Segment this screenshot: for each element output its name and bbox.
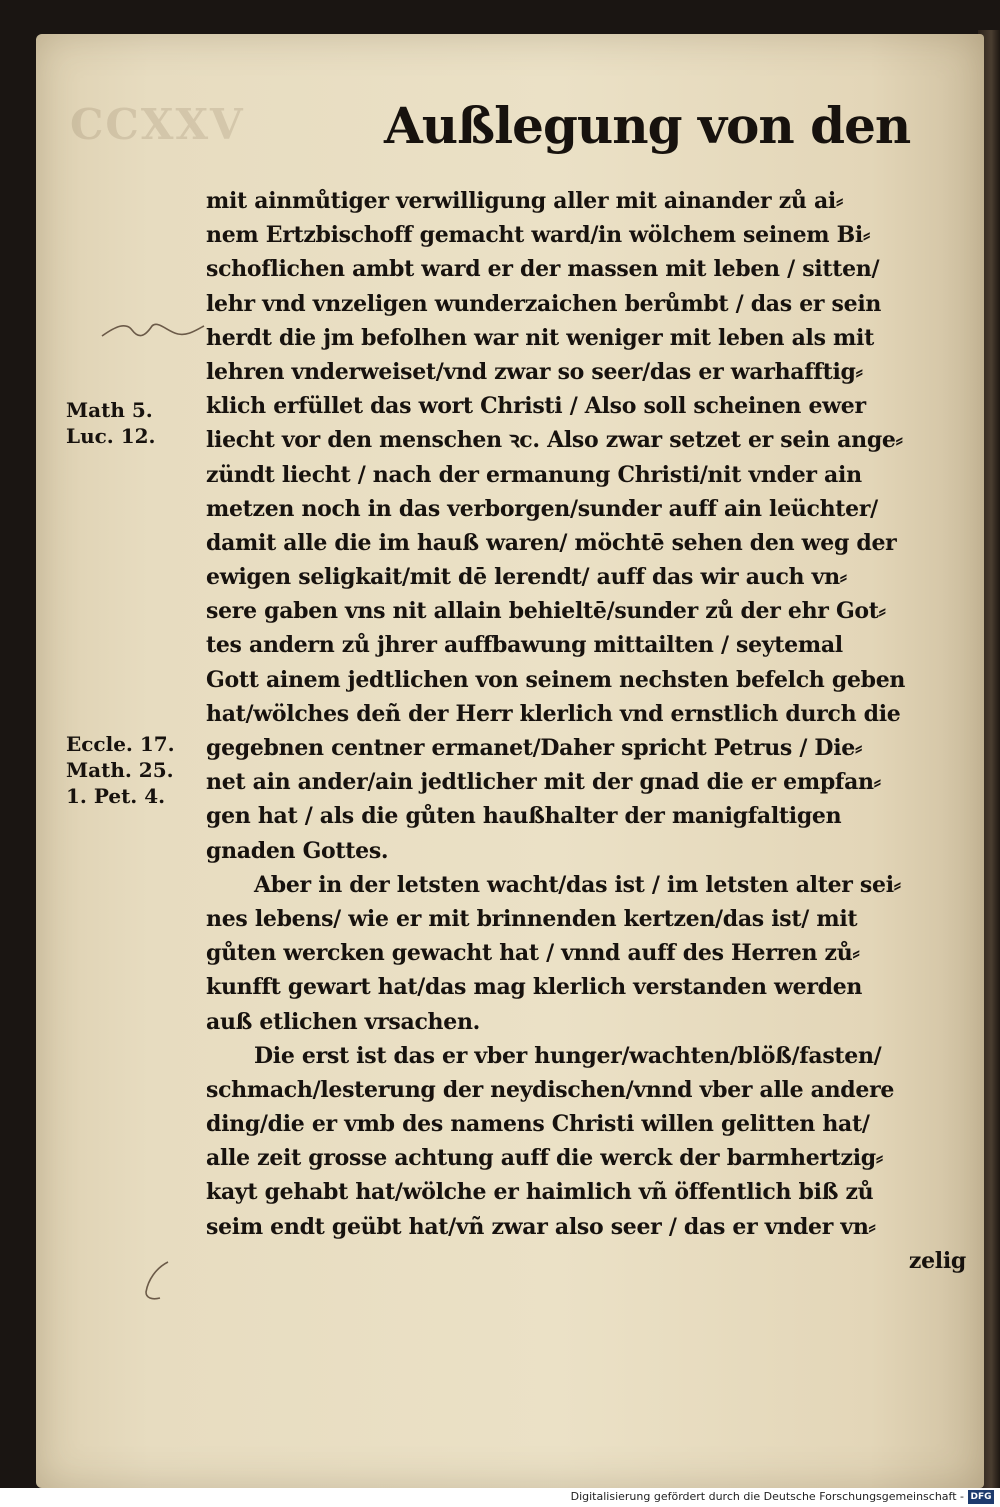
text-line: lehren vnderweiset/vnd zwar so seer/das er warhafftig⸗ bbox=[206, 358, 863, 385]
text-line: ewigen seligkait/mit dē lerendt/ auff das wir auch vn⸗ bbox=[206, 564, 847, 591]
text-line: kayt gehabt hat/wölche er haimlich vñ öffentlich biß zů bbox=[206, 1179, 874, 1206]
text-line: nes lebens/ wie er mit brinnenden kertzen/das ist/ mit bbox=[206, 905, 858, 932]
text-line: lehr vnd vnzeligen wunderzaichen berůmbt / das er sein bbox=[206, 290, 882, 317]
text-line: gnaden Gottes. bbox=[206, 837, 389, 864]
funding-credit: Digitalisierung gefördert durch die Deutsche Forschungsgemeinschaft - bbox=[570, 1490, 964, 1503]
paragraph-start-line: Aber in der letsten wacht/das ist / im letsten alter sei⸗ bbox=[254, 871, 901, 898]
dfg-logo: DFG bbox=[968, 1490, 994, 1504]
text-line: schmach/lesterung der neydischen/vnnd vber alle andere bbox=[206, 1076, 895, 1103]
text-line: auß etlichen vrsachen. bbox=[206, 1008, 480, 1035]
text-line: sere gaben vns nit allain behieltē/sunder zů der ehr Got⸗ bbox=[206, 598, 886, 625]
paragraph-start-line: Die erst ist das er vber hunger/wachten/blöß/fasten/ bbox=[254, 1042, 882, 1069]
text-line: nem Ertzbischoff gemacht ward/in wölchem seinem Bi⸗ bbox=[206, 222, 871, 249]
handwritten-bracket-mark bbox=[138, 1258, 178, 1304]
text-line: gen hat / als die gůten haußhalter der manigfaltigen bbox=[206, 803, 842, 830]
text-line: seim endt geübt hat/vñ zwar also seer / das er vnder vn⸗ bbox=[206, 1213, 876, 1240]
margin-note-math-25: Math. 25. bbox=[66, 758, 174, 782]
text-line: hat/wölches deñ der Herr klerlich vnd ernstlich durch die bbox=[206, 700, 901, 727]
text-line: zündt liecht / nach der ermanung Christi/nit vnder ain bbox=[206, 461, 862, 488]
margin-note-1-pet-4: 1. Pet. 4. bbox=[66, 784, 166, 808]
digitization-footer bbox=[0, 1488, 1000, 1507]
text-line: gůten wercken gewacht hat / vnnd auff des Herren zů⸗ bbox=[206, 940, 860, 967]
text-line: mit ainmůtiger verwilligung aller mit ainander zů ai⸗ bbox=[206, 188, 843, 214]
body-text bbox=[206, 184, 968, 1278]
margin-note-math-5: Math 5. bbox=[66, 398, 153, 422]
text-line: herdt die jm befolhen war nit weniger mit leben als mit bbox=[206, 324, 874, 351]
running-heading: Außlegung von den bbox=[384, 96, 911, 155]
text-line: liecht vor den menschen ꝛc. Also zwar setzet er sein ange⸗ bbox=[206, 427, 903, 454]
margin-note-eccle-17: Eccle. 17. bbox=[66, 732, 175, 756]
text-line: ding/die er vmb des namens Christi willen gelitten hat/ bbox=[206, 1111, 870, 1138]
text-line: tes andern zů jhrer auffbawung mittailten / seytemal bbox=[206, 632, 843, 659]
text-line: klich erfüllet das wort Christi / Also soll scheinen ewer bbox=[206, 393, 866, 420]
text-line: kunfft gewart hat/das mag klerlich verstanden werden bbox=[206, 974, 863, 1001]
text-line: gegebnen centner ermanet/Daher spricht Petrus / Die⸗ bbox=[206, 735, 862, 761]
text-line: damit alle die im hauß waren/ möchtē sehen den weg der bbox=[206, 529, 897, 556]
text-line: metzen noch in das verborgen/sunder auff ain leüchter/ bbox=[206, 495, 878, 522]
text-line: Gott ainem jedtlichen von seinem nechsten befelch geben bbox=[206, 666, 906, 693]
margin-note-luc-12: Luc. 12. bbox=[66, 424, 156, 448]
text-line: schoflichen ambt ward er der massen mit leben / sitten/ bbox=[206, 256, 880, 283]
text-line: alle zeit grosse achtung auff die werck der barmhertzig⸗ bbox=[206, 1145, 883, 1172]
bleed-through-folio: CCXXV bbox=[70, 100, 245, 149]
text-line: net ain ander/ain jedtlicher mit der gnad die er empfan⸗ bbox=[206, 769, 881, 796]
handwritten-pen-mark bbox=[98, 312, 208, 346]
catchword: zelig bbox=[908, 1247, 966, 1274]
